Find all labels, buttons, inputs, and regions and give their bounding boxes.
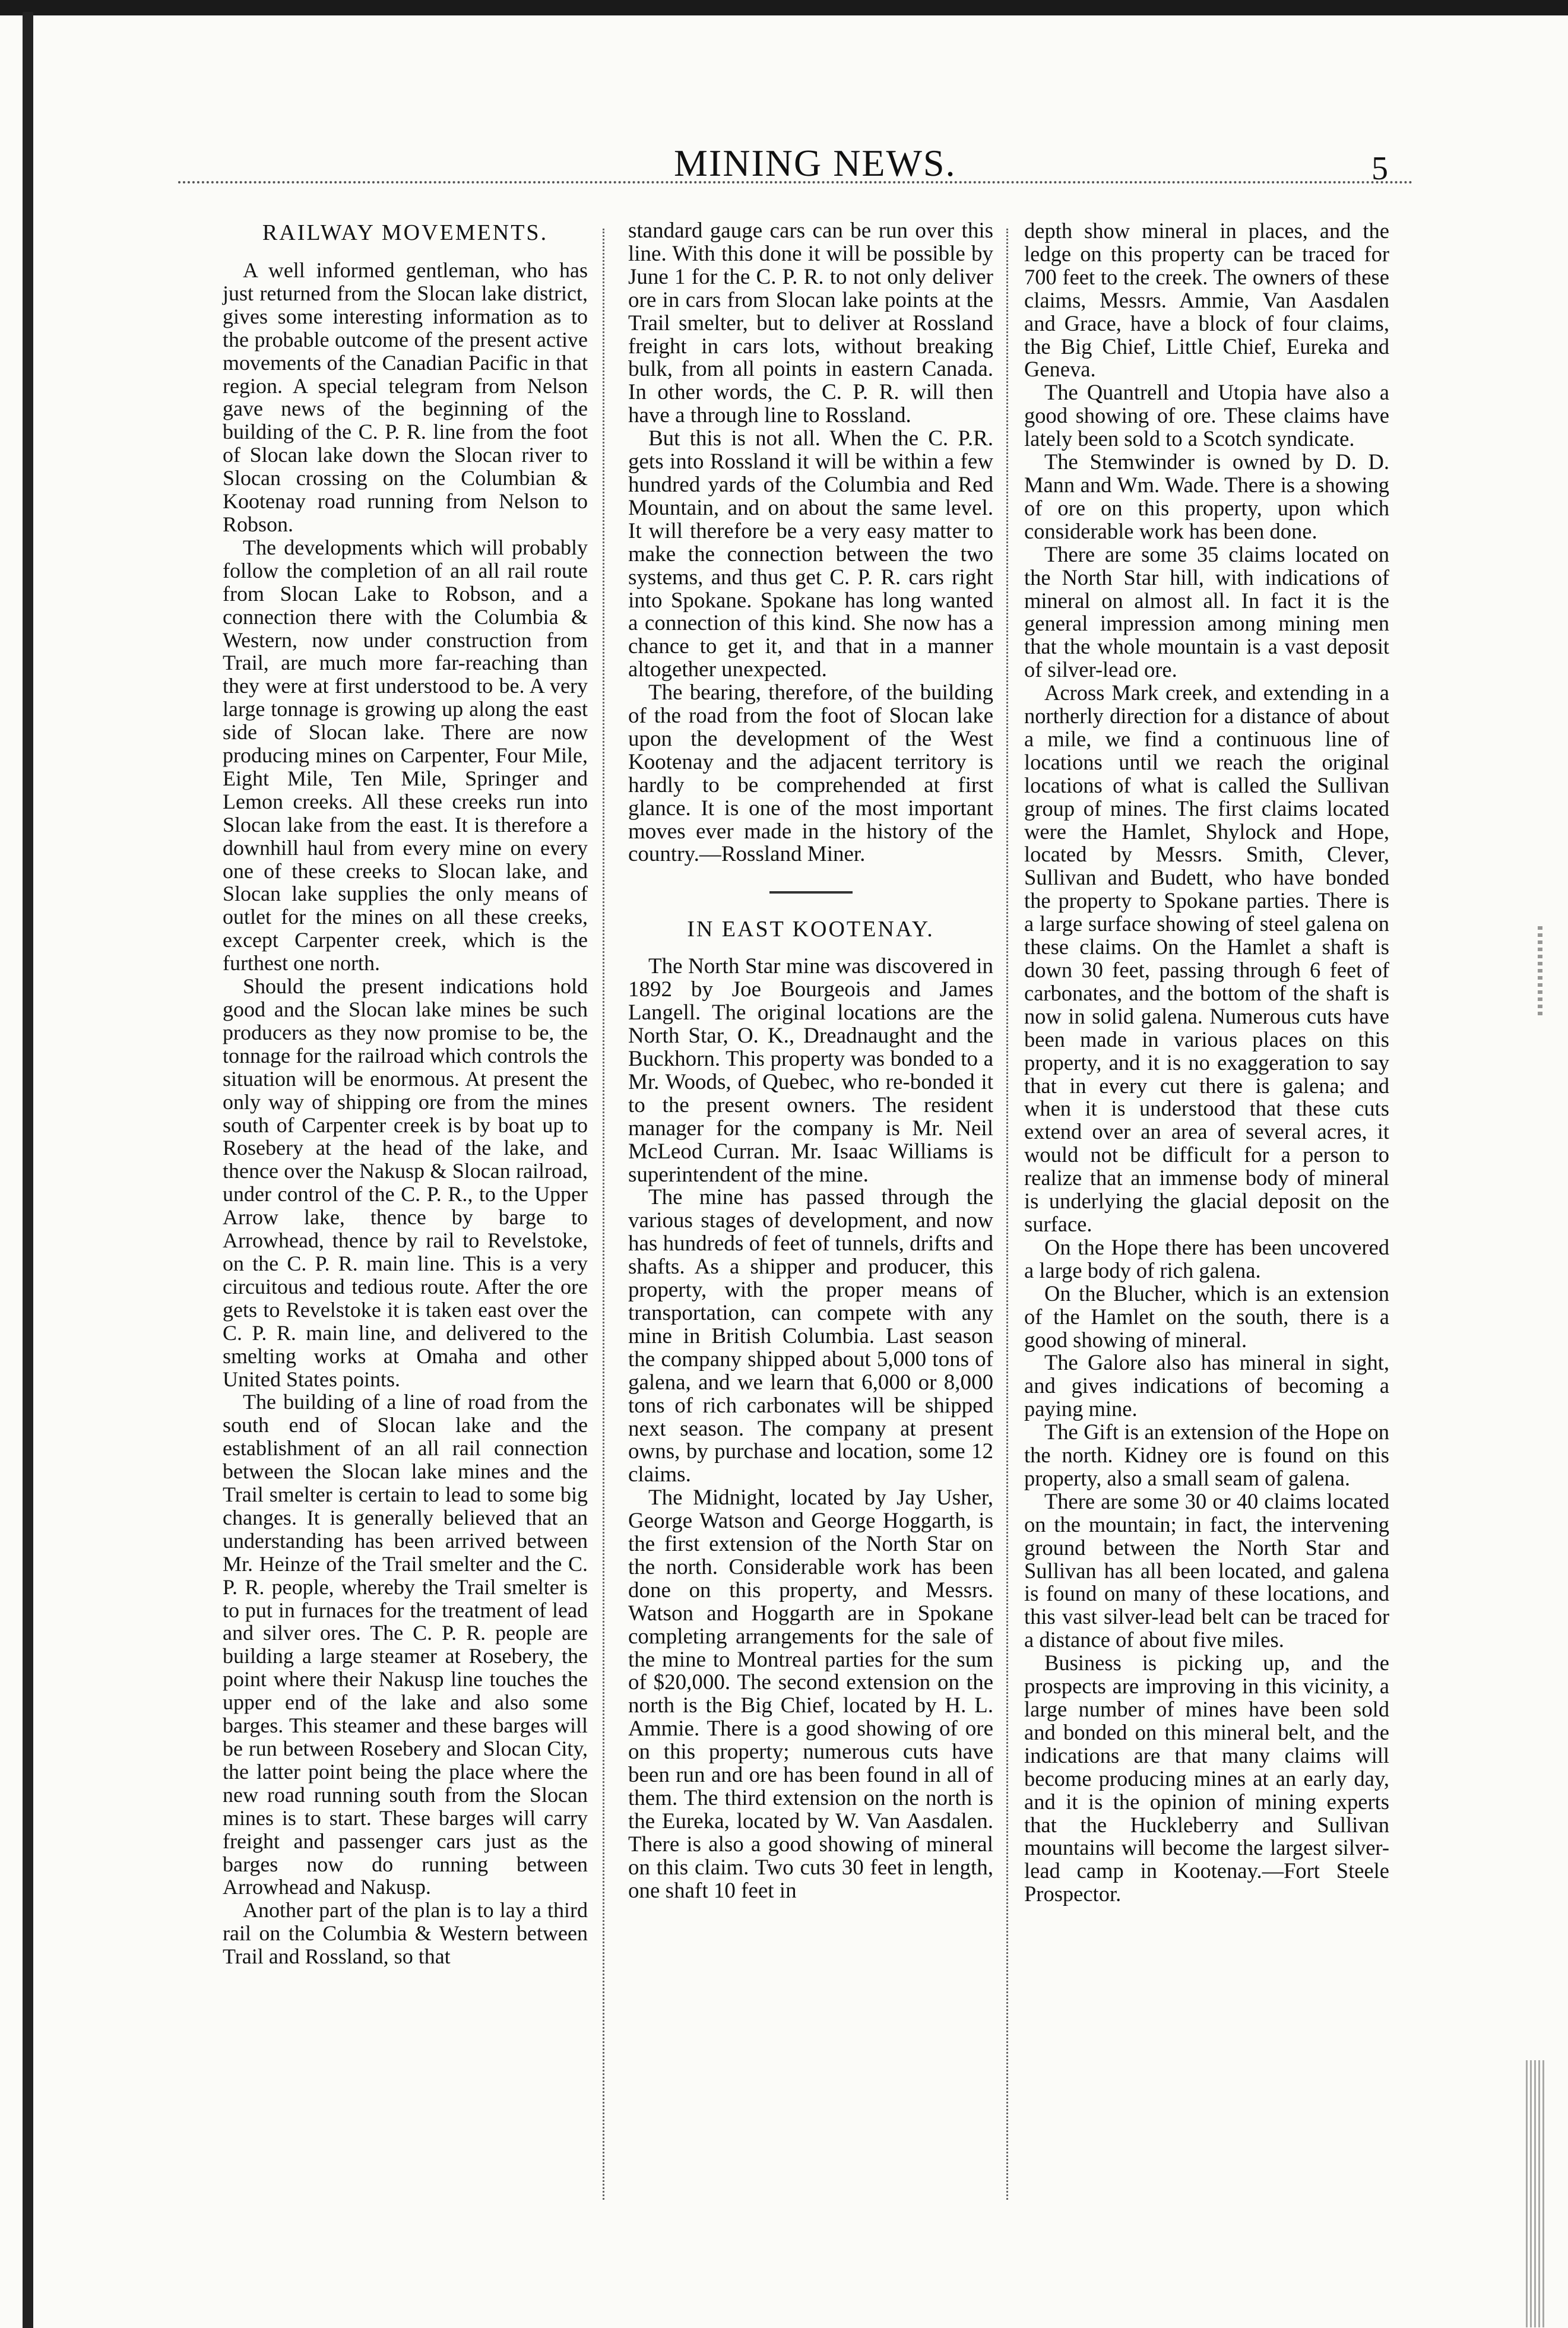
top-border-rule [0, 0, 1568, 15]
article-paragraph: standard gauge cars can be run over this line. With this done it will be possible by June 1 for the C. P. R. to not only deliver ore in cars from Slocan lake points at the Trail smelter, but to deliver at Rossland freight in cars lots, without breaking bulk, from all points in eastern Canada. In other words, the C. P. R. will then have a through line to Rossland. [628, 218, 993, 428]
article-paragraph: The bearing, therefore, of the building of the road from the foot of Slocan lake upon the development of the West Kootenay and the adjacent territory is hardly to be comprehended at first glance. It is one of the most important moves ever made in the history of the country.—Rossland Miner. [628, 680, 993, 867]
article-separator [769, 891, 853, 894]
article-paragraph: There are some 35 claims located on the North Star hill, with indications of mineral on almost all. In fact it is the general impression among mining men that the whole mountain is a vast deposit of silver-lead ore. [1024, 541, 1389, 682]
article-paragraph: On the Blucher, which is an extension of the Hamlet on the south, there is a good showing of mineral. [1024, 1281, 1389, 1352]
article-paragraph: The North Star mine was discovered in 1892 by Joe Bourgeois and James Langell. The original locations are the North Star, O. K., Dreadnaught and the Buckhorn. This property was bonded to a Mr. Woods, of Quebec, who re-bonded it to the present owners. The resident manager for the company is Mr. Neil McLeod Curran. Mr. Isaac Williams is superintendent of the mine. [628, 954, 993, 1187]
article-paragraph: Across Mark creek, and extending in a northerly direction for a distance of about a mile, we find a continuous line of locations until we reach the original locations of what is called the Sullivan group of mines. The first claims located were the Hamlet, Shylock and Hope, located by Messrs. Smith, Clever, Sullivan and Budett, who have bonded the property to Spokane parties. There is a large surface showing of steel galena on these claims. On the Hamlet a shaft is down 30 feet, passing through 6 feet of carbonates, and the bottom of the shaft is now in solid galena. Numerous cuts have been made in various places on this property, and it is no exaggeration to say that in every cut there is galena; and when it is understood that these cuts extend over an area of several acres, it would not be difficult for a person to realize that an immense body of mineral is underlying the glacial deposit on the surface. [1024, 680, 1389, 1236]
article-paragraph: The Gift is an extension of the Hope on the north. Kidney ore is found on this property, also a small seam of galena. [1024, 1420, 1389, 1490]
column-divider [603, 229, 604, 2200]
article-paragraph: Another part of the plan is to lay a third rail on the Columbia & Western between Trail and Rossland, so that [223, 1898, 588, 1969]
article-paragraph: depth show mineral in places, and the ledge on this property can be traced for 700 feet to the creek. The owners of these claims, Messrs. Ammie, Van Aasdalen and Grace, have a block of four claims, the Big Chief, Little Chief, Eureka and Geneva. [1024, 218, 1389, 382]
scan-edge-artifact [1538, 926, 1542, 1015]
column-divider [1006, 229, 1008, 2200]
article-heading: IN EAST KOOTENAY. [687, 917, 935, 942]
article-paragraph: The developments which will probably follow the completion of an all rail route from Slocan Lake to Robson, and a connection there with the Columbia & Western, now under construction from Trail, are much more far-reaching than they were at first understood to be. A very large tonnage is growing up along the east side of Slocan lake. There are now producing mines on Carpenter, Four Mile, Eight Mile, Ten Mile, Springer and Lemon creeks. All these creeks run into Slocan lake from the east. It is therefore a downhill haul from every mine on every one of these creeks to Slocan lake, and Slocan lake supplies the only means of outlet for the mines on all these creeks, except Carpenter creek, which is the furthest one north. [223, 535, 588, 975]
article-paragraph: A well informed gentleman, who has just returned from the Slocan lake district, gives some interesting information as to the probable outcome of the present active movements of the Canadian Pacific in that region. A special telegram from Nelson gave news of the beginning of the building of the C. P. R. line from the foot of Slocan lake down the Slocan river to Slocan crossing on the Columbian & Kootenay road running from Nelson to Robson. [223, 258, 588, 536]
article-paragraph: But this is not all. When the C. P.R. gets into Rossland it will be within a few hundred yards of the Columbia and Red Mountain, and on about the same level. It will therefore be a very easy matter to make the connection between the two systems, and thus get C. P. R. cars right into Spokane. Spokane has long wanted a connection of this kind. She now has a chance to get it, and that in a manner altogether unexpected. [628, 426, 993, 682]
scan-edge-artifact [1526, 2060, 1546, 2327]
left-binding-edge [23, 12, 33, 2328]
page-number: 5 [1371, 150, 1388, 187]
running-head: MINING NEWS. [674, 142, 956, 184]
article-paragraph: The Quantrell and Utopia have also a good showing of ore. These claims have lately been sold to a Scotch syndicate. [1024, 380, 1389, 451]
article-paragraph: Should the present indications hold good and the Slocan lake mines be such producers as they now promise to be, the tonnage for the railroad which controls the situation will be enormous. At present the only way of shipping ore from the mines south of Carpenter creek is by boat up to Rosebery at the head of the lake, and thence over the Nakusp & Slocan railroad, under control of the C. P. R., to the Upper Arrow lake, thence by barge to Arrowhead, thence by rail to Revelstoke, on the C. P. R. main line. This is a very circuitous and tedious route. After the ore gets to Revelstoke it is taken east over the C. P. R. main line, and delivered to the smelting works at Omaha and other United States points. [223, 974, 588, 1391]
article-paragraph: The Galore also has mineral in sight, and gives indications of becoming a paying mine. [1024, 1350, 1389, 1421]
article-paragraph: The Midnight, located by Jay Usher, George Watson and George Hoggarth, is the first extension of the North Star on the north. Considerable work has been done on this property, and Messrs. Watson and Hoggarth are in Spokane completing arrangements for the sale of the mine to Montreal parties for the sum of $20,000. The second extension on the north is the Big Chief, located by H. L. Ammie. There is a good showing of ore on this property; numerous cuts have been run and ore has been found in all of them. The third extension on the north is the Eureka, located by W. Van Aasdalen. There is also a good showing of mineral on this claim. Two cuts 30 feet in length, one shaft 10 feet in [628, 1486, 993, 1903]
article-paragraph: The Stemwinder is owned by D. D. Mann and Wm. Wade. There is a showing of ore on this property, upon which considerable work has been done. [1024, 449, 1389, 543]
article-paragraph: The building of a line of road from the south end of Slocan lake and the establishment of an all rail connection between the Slocan lake mines and the Trail smelter is certain to lead to some big changes. It is generally believed that an understanding has been arrived between Mr. Heinze of the Trail smelter and the C. P. R. people, whereby the Trail smelter is to put in furnaces for the treatment of lead and silver ores. The C. P. R. people are building a large steamer at Rosebery, the point where their Nakusp line touches the upper end of the lake and also some barges. This steamer and these barges will be run between Rosebery and Slocan City, the latter point being the place where the new road running south from the Slocan mines is to start. These barges will carry freight and passenger cars just as the barges now do running between Arrowhead and Nakusp. [223, 1390, 588, 1899]
article-heading: RAILWAY MOVEMENTS. [262, 220, 549, 245]
article-paragraph: The mine has passed through the various stages of development, and now has hundreds of feet of tunnels, drifts and shafts. As a shipper and producer, this property, with the proper means of transportation, can compete with any mine in British Columbia. Last season the company shipped about 5,000 tons of galena, and we learn that 6,000 or 8,000 tons of rich carbonates will be shipped next season. The company at present owns, by purchase and location, some 12 claims. [628, 1185, 993, 1487]
article-paragraph: There are some 30 or 40 claims located on the mountain; in fact, the intervening ground between the North Star and Sullivan has all been located, and galena is found on many of these locations, and this vast silver-lead belt can be traced for a distance of about five miles. [1024, 1488, 1389, 1652]
article-paragraph: Business is picking up, and the prospects are improving in this vicinity, a large number of mines have been sold and bonded on this mineral belt, and the indications are that many claims will become producing mines at an early day, and it is the opinion of mining experts that the Huckleberry and Sullivan mountains will become the largest silver-lead camp in Kootenay.—Fort Steele Prospector. [1024, 1651, 1389, 1906]
page-header [0, 137, 1568, 202]
column-2 [628, 220, 993, 1903]
article-paragraph: On the Hope there has been uncovered a large body of rich galena. [1024, 1234, 1389, 1282]
column-1 [223, 220, 588, 1968]
column-3 [1024, 220, 1389, 1906]
header-rule [178, 181, 1413, 183]
